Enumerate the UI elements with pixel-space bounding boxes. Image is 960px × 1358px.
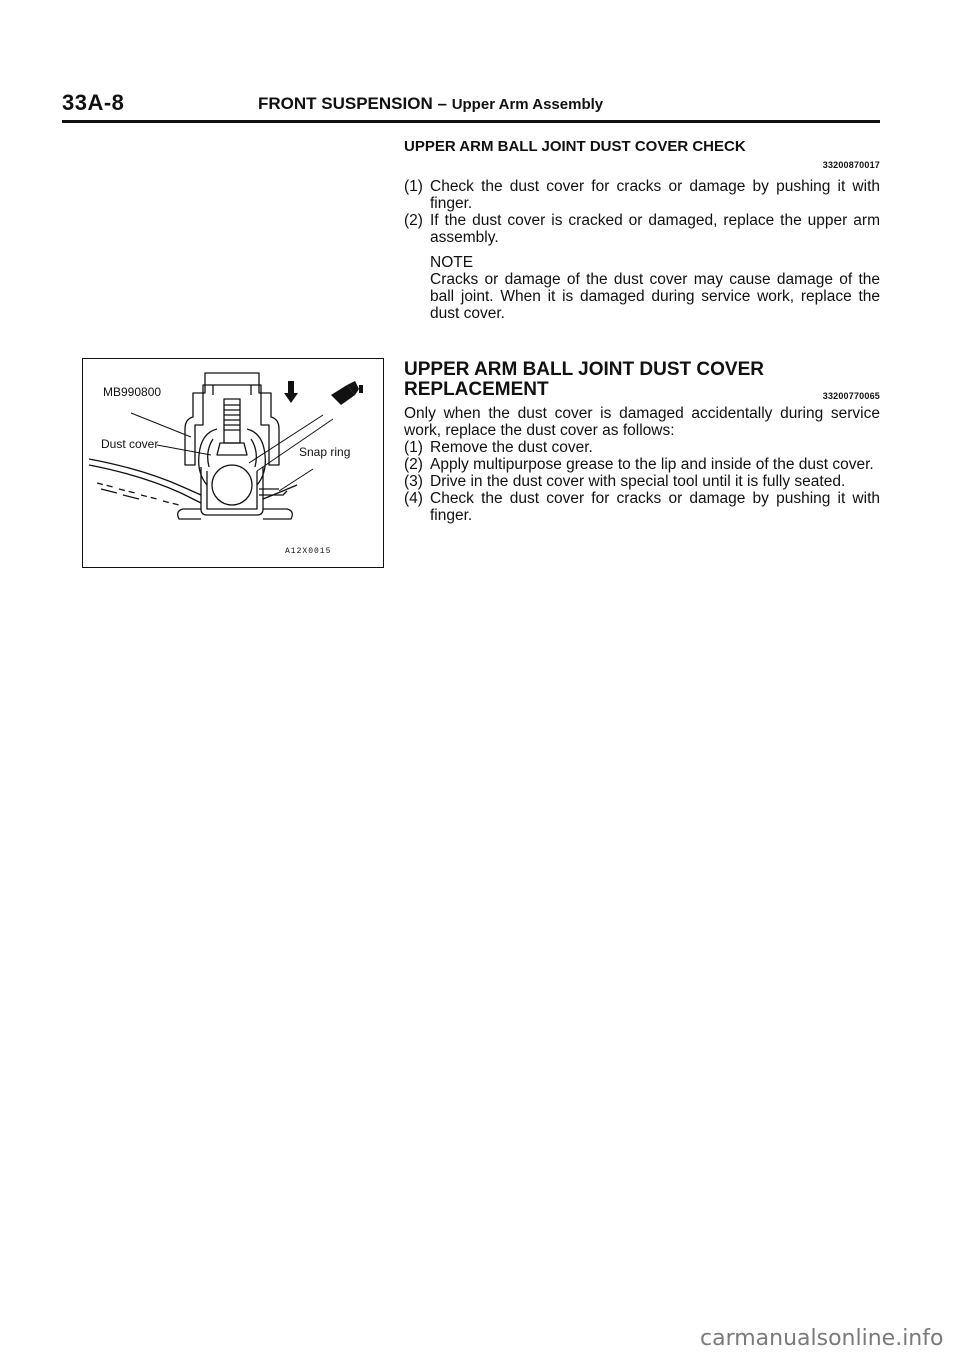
page-header (62, 90, 880, 124)
check-code: 33200870017 (822, 160, 880, 170)
note-text: Cracks or damage of the dust cover may cause damage of the ball joint. When it is damaged during service work, replace the dust cover. (430, 271, 880, 322)
page-number: 33A-8 (62, 90, 125, 115)
label-dust-cover: Dust cover (101, 437, 159, 451)
replacement-section (404, 360, 880, 524)
replacement-heading-line-2: REPLACEMENT (404, 379, 549, 400)
replacement-step-4 (404, 490, 880, 524)
step-text: Drive in the dust cover with special tool until it is fully seated. (430, 473, 846, 490)
header-rule (62, 120, 880, 123)
replacement-step-2 (404, 456, 880, 473)
replacement-step-3 (404, 473, 880, 490)
subsection-name: Upper Arm Assembly (451, 96, 604, 113)
step-text: Check the dust cover for cracks or damage by pushing it with finger. (430, 490, 880, 524)
check-step-1 (404, 178, 880, 212)
step-number: (2) (404, 212, 423, 229)
check-heading: UPPER ARM BALL JOINT DUST COVER CHECK (404, 138, 746, 155)
replacement-heading-line-1: UPPER ARM BALL JOINT DUST COVER (404, 359, 764, 380)
replacement-heading-row (404, 380, 880, 402)
step-number: (4) (404, 490, 423, 507)
step-number: (3) (404, 473, 423, 490)
check-note (430, 254, 880, 322)
check-section (404, 138, 880, 322)
title-dash: – (437, 94, 447, 113)
replacement-step-1 (404, 439, 880, 456)
section-title (258, 94, 603, 114)
step-number: (2) (404, 456, 423, 473)
label-mb990800: MB990800 (103, 385, 162, 399)
step-text: Remove the dust cover. (430, 439, 593, 456)
replacement-code: 33200770065 (822, 391, 880, 401)
label-snap-ring: Snap ring (299, 445, 351, 459)
step-number: (1) (404, 439, 423, 456)
check-step-2 (404, 212, 880, 246)
step-text: If the dust cover is cracked or damaged, replace the upper arm assembly. (430, 212, 880, 246)
section-name: FRONT SUSPENSION (258, 94, 433, 113)
note-label: NOTE (430, 254, 474, 271)
step-number: (1) (404, 178, 423, 195)
dust-cover-figure (82, 358, 384, 568)
figure-code: A12X0015 (285, 547, 332, 556)
step-text: Apply multipurpose grease to the lip and inside of the dust cover. (430, 456, 874, 473)
step-text: Check the dust cover for cracks or damage by pushing it with finger. (430, 178, 880, 212)
replacement-intro: Only when the dust cover is damaged accidentally during service work, replace the dust cover as follows: (404, 405, 880, 439)
watermark: carmanualsonline.info (700, 1326, 944, 1351)
